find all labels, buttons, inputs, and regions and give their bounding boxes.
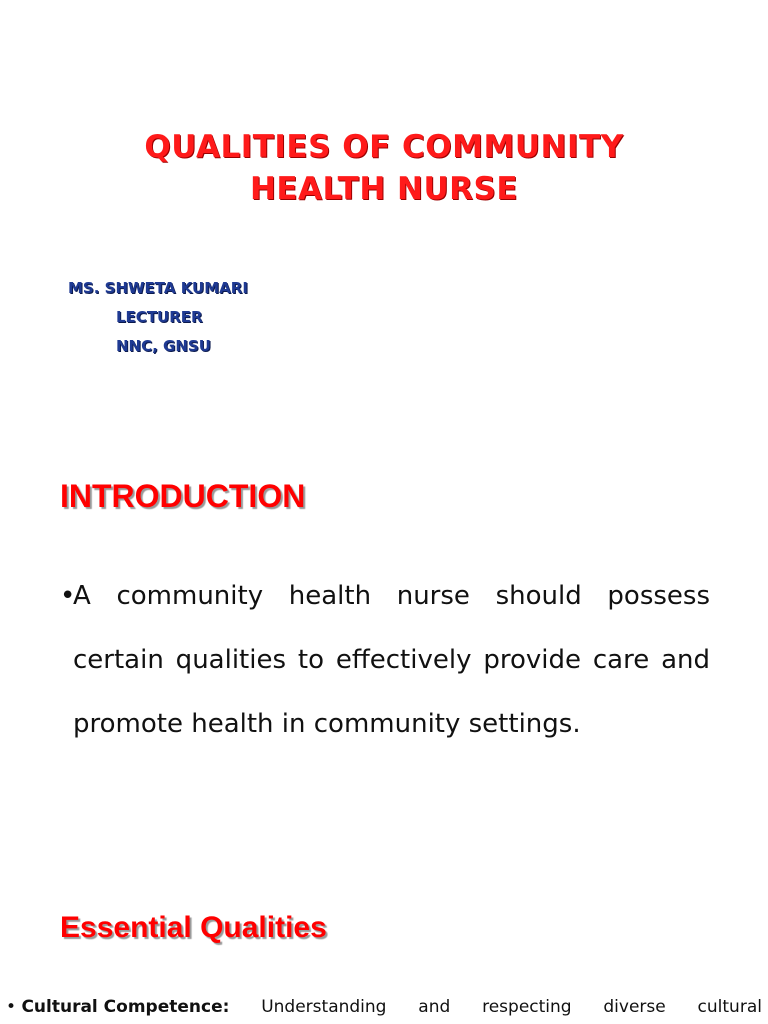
introduction-paragraph — [60, 564, 710, 756]
bullet-marker: • — [6, 997, 17, 1017]
title-line-1: QUALITIES OF COMMUNITY — [144, 129, 624, 165]
title-line-2: HEALTH NURSE — [249, 171, 519, 207]
list-item-word: cultural — [697, 997, 762, 1017]
author-institution: NNC, GNSU — [116, 337, 211, 355]
list-item-lead — [6, 994, 229, 1020]
list-item-label: Cultural Competence: — [21, 997, 230, 1017]
list-item-word: and — [418, 997, 451, 1017]
author-block — [68, 274, 248, 361]
author-role: LECTURER — [116, 308, 203, 326]
document-title — [0, 126, 768, 210]
essential-qualities-heading: Essential Qualities — [60, 911, 327, 944]
list-item-word: respecting — [482, 997, 572, 1017]
list-item-word: Understanding — [261, 997, 387, 1017]
list-item-word: diverse — [603, 997, 666, 1017]
bullet-marker: • — [60, 581, 76, 611]
introduction-heading: INTRODUCTION — [60, 478, 306, 514]
introduction-text: A community health nurse should possess certain qualities to effectively provide care and promote health in community settings. — [73, 581, 710, 739]
author-name: MS. SHWETA KUMARI — [68, 279, 248, 297]
list-item — [6, 994, 762, 1020]
